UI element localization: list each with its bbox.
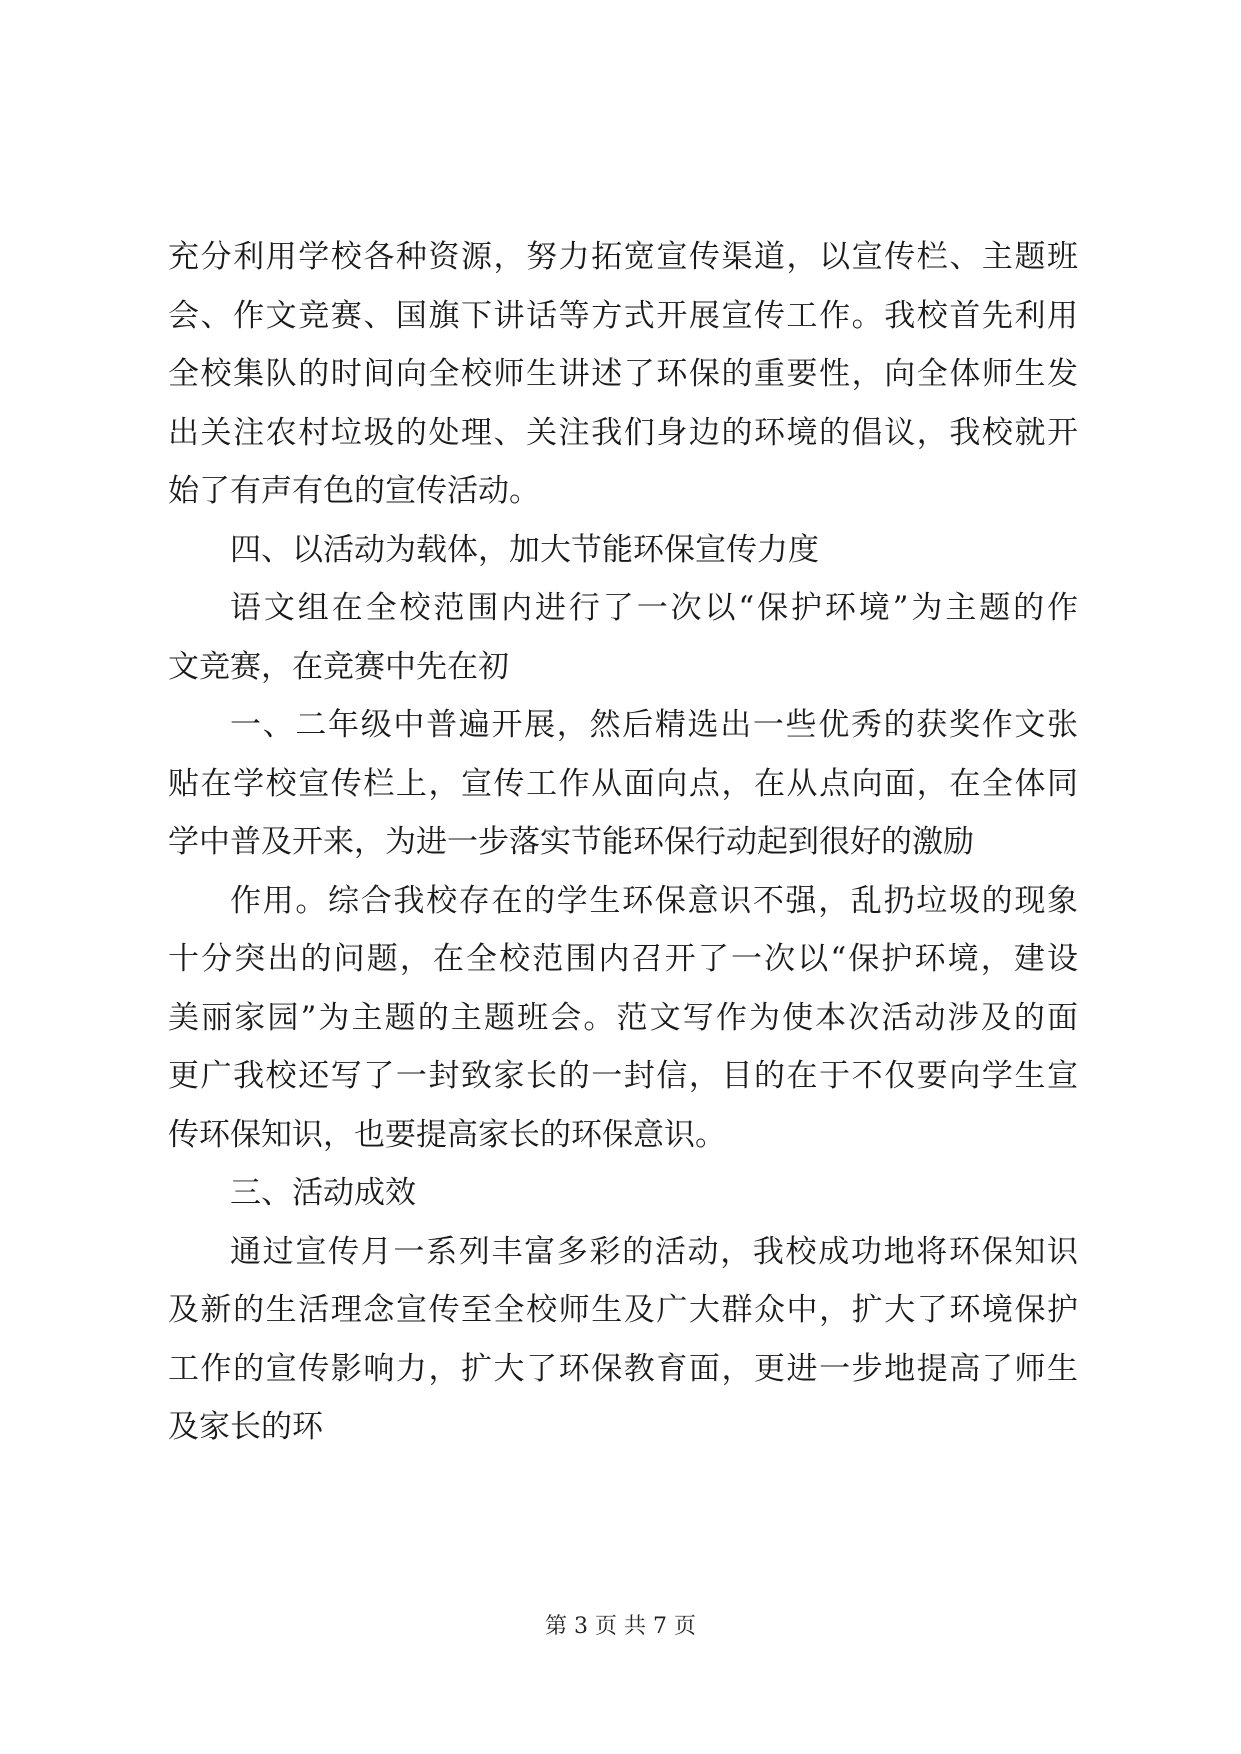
text-line: 工作的宣传影响力，扩大了环保教育面，更进一步地提高了师生 <box>168 1350 1078 1387</box>
text-line: 及家长的环 <box>168 1409 323 1445</box>
text-line: 语文组在全校范围内进行了一次以“保护环境”为主题的作 <box>230 590 1078 626</box>
text-line: 会、作文竞赛、国旗下讲话等方式开展宣传工作。我校首先利用 <box>168 297 1078 334</box>
text-line: 始了有声有色的宣传活动。 <box>168 473 540 509</box>
text-line: 作用。综合我校存在的学生环保意识不强，乱扔垃圾的现象 <box>230 882 1078 919</box>
text-line: 更广我校还写了一封致家长的一封信，目的在于不仅要向学生宣 <box>168 1058 1078 1094</box>
text-line: 学中普及开来，为进一步落实节能环保行动起到很好的激励 <box>168 824 974 860</box>
text-line: 美丽家园”为主题的主题班会。范文写作为使本次活动涉及的面 <box>168 999 1078 1036</box>
text-line: 通过宣传月一系列丰富多彩的活动，我校成功地将环保知识 <box>230 1233 1078 1270</box>
section-heading: 四、以活动为载体，加大节能环保宣传力度 <box>230 531 819 568</box>
text-line: 十分突出的问题，在全校范围内召开了一次以“保护环境，建设 <box>168 941 1078 977</box>
text-line: 文竞赛，在竞赛中先在初 <box>168 648 509 685</box>
text-line: 全校集队的时间向全校师生讲述了环保的重要性，向全体师生发 <box>168 356 1078 392</box>
text-line: 及新的生活理念宣传至全校师生及广大群众中，扩大了环境保护 <box>168 1292 1078 1328</box>
text-line: 传环保知识，也要提高家长的环保意识。 <box>168 1116 726 1153</box>
text-line: 出关注农村垃圾的处理、关注我们身边的环境的倡议，我校就开 <box>168 414 1078 451</box>
section-heading: 三、活动成效 <box>230 1175 416 1211</box>
text-line: 充分利用学校各种资源，努力拓宽宣传渠道，以宣传栏、主题班 <box>168 239 1078 275</box>
document-body <box>168 228 1078 1457</box>
text-line: 一、二年级中普遍开展，然后精选出一些优秀的获奖作文张 <box>230 707 1078 743</box>
page-number-footer: 第 3 页 共 7 页 <box>545 1614 696 1639</box>
text-line: 贴在学校宣传栏上，宣传工作从面向点，在从点向面，在全体同 <box>168 765 1078 802</box>
